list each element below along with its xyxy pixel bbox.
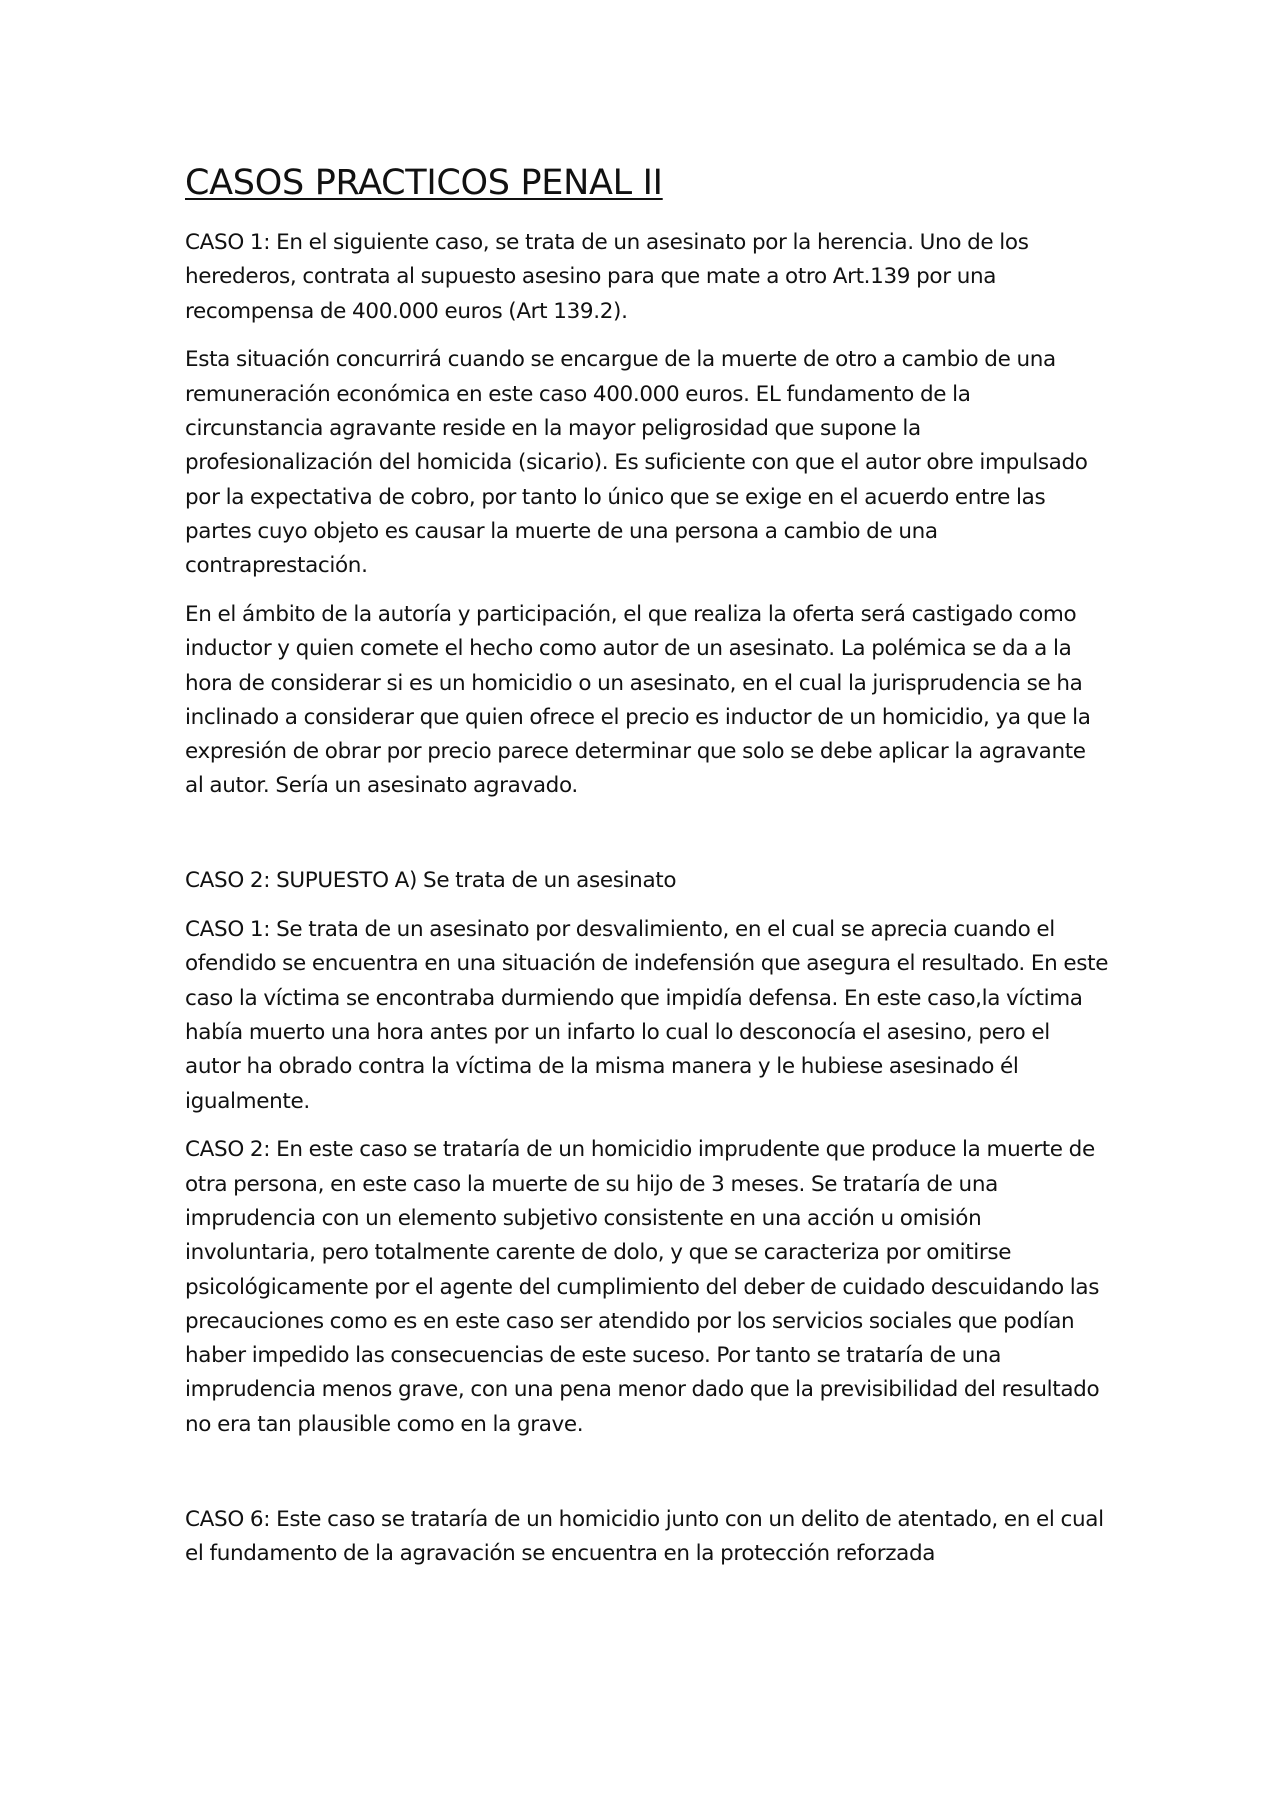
paragraph-spacer: [185, 1457, 1110, 1503]
paragraph-caso-1-autoria: En el ámbito de la autoría y participación, el que realiza la oferta será castigado como inductor y quien comete el hecho como autor de un asesinato. La polémica se da a la hora de considerar si es un homicidio o un asesinato, en el cual la jurisprudencia se ha inclinado a considerar que quien ofrece el precio es inductor de un homicidio, ya que la expresión de obrar por precio parece determinar que solo se debe aplicar la agravante al autor. Sería un asesinato agravado.: [185, 601, 1091, 799]
paragraph-caso-1-intro: CASO 1: En el siguiente caso, se trata de un asesinato por la herencia. Uno de los herederos, contrata al supuesto asesino para que mate a otro Art.139 por una recompensa de 400.000 euros (Art 139.2).: [185, 230, 1029, 324]
paragraph-caso-1-situacion: Esta situación concurrirá cuando se encargue de la muerte de otro a cambio de una remuneración económica en este caso 400.000 euros. EL fundamento de la circunstancia agravante reside en la mayor peligrosidad que supone la profesionalización del homicida (sicario). Es suficiente con que el autor obre impulsado por la expectativa de cobro, por tanto lo único que se exige en el acuerdo entre las partes cuyo objeto es causar la muerte de una persona a cambio de una contraprestación.: [185, 347, 1088, 579]
paragraph-spacer: [185, 818, 1110, 864]
paragraph-caso-2-sub-2: CASO 2: En este caso se trataría de un homicidio imprudente que produce la muerte de otra persona, en este caso la muerte de su hijo de 3 meses. Se trataría de una imprudencia con un elemento subjetivo consistente en una acción u omisión involuntaria, pero totalmente carente de dolo, y que se caracteriza por omitirse psicológicamente por el agente del cumplimiento del deber de cuidado descuidando las precauciones como es en este caso ser atendido por los servicios sociales que podían haber impedido las consecuencias de este suceso. Por tanto se trataría de una imprudencia menos grave, con una pena menor dado que la previsibilidad del resultado no era tan plausible como en la grave.: [185, 1137, 1100, 1437]
paragraph-caso-6: CASO 6: Este caso se trataría de un homicidio junto con un delito de atentado, en el cual el fundamento de la agravación se encuentra en la protección reforzada: [185, 1506, 1104, 1566]
document-title: CASOS PRACTICOS PENAL II: [185, 163, 663, 203]
paragraph-caso-2-sub-1: CASO 1: Se trata de un asesinato por desvalimiento, en el cual se aprecia cuando el ofendido se encuentra en una situación de indefensión que asegura el resultado. En este caso la víctima se encontraba durmiendo que impidía defensa. En este caso,la víctima había muerto una hora antes por un infarto lo cual lo desconocía el asesino, pero el autor ha obrado contra la víctima de la misma manera y le hubiese asesinado él igualmente.: [185, 917, 1109, 1114]
paragraph-caso-2-heading: CASO 2: SUPUESTO A) Se trata de un asesinato: [185, 868, 677, 894]
document-body: [185, 158, 1110, 1586]
